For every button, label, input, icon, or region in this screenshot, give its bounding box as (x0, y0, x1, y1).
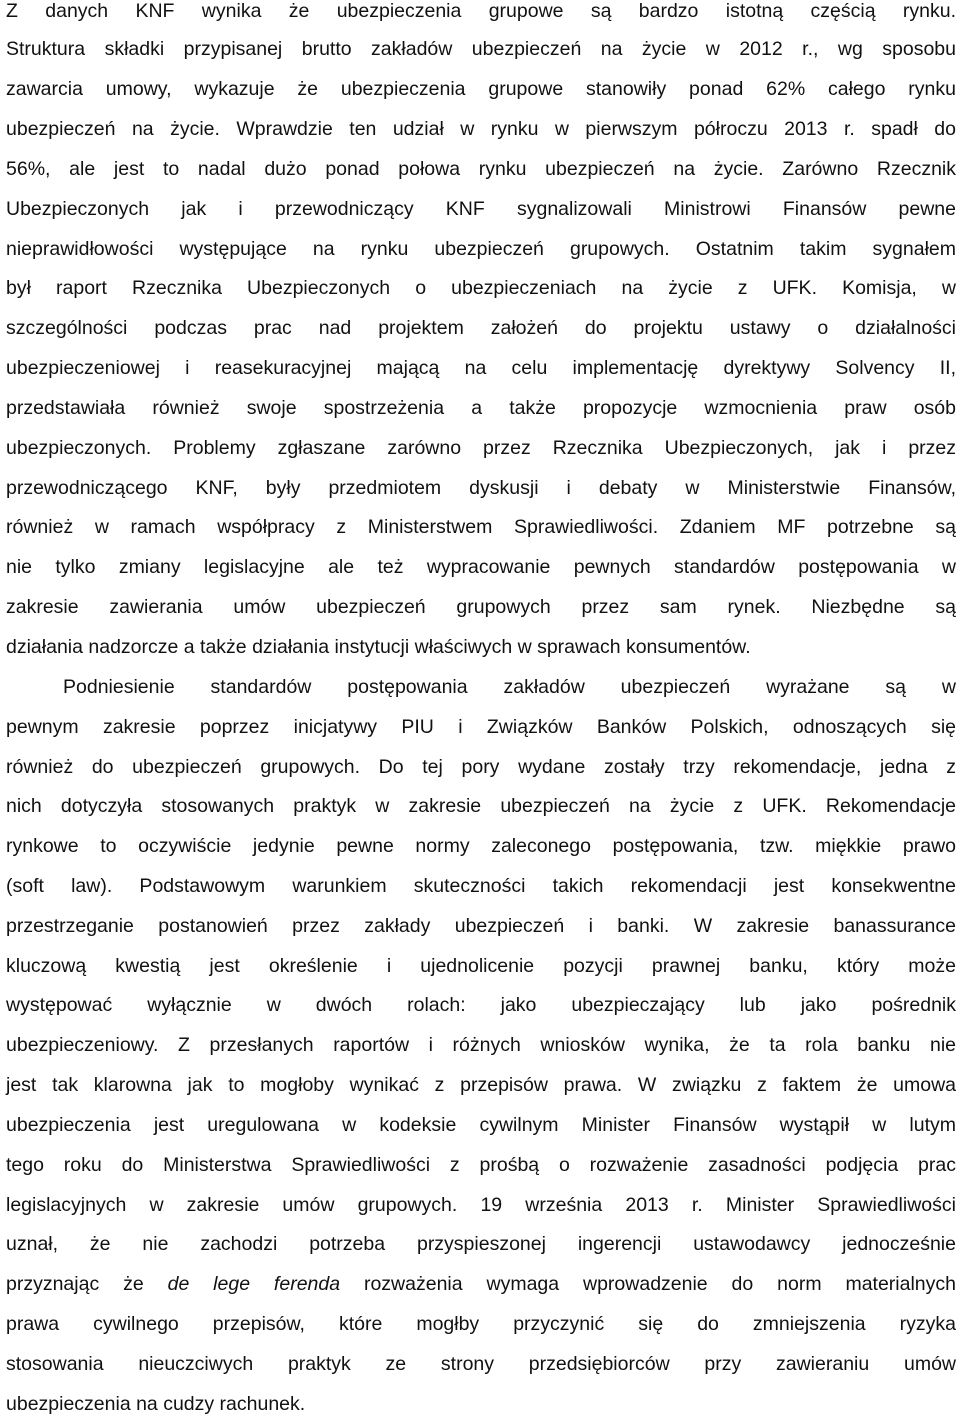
text-line: ubezpieczeń na życie. Wprawdzie ten udział w rynku w pierwszym półroczu 2013 r. spadł do (6, 118, 956, 140)
text-line: również do ubezpieczeń grupowych. Do tej pory wydane zostały trzy rekomendacje, jedna z (6, 756, 956, 778)
text-segment: rozważenia wymaga wprowadzenie do norm materialnych (340, 1273, 956, 1295)
text-line: szczególności podczas prac nad projektem założeń do projektu ustawy o działalności (6, 317, 956, 339)
text-line: zakresie zawierania umów ubezpieczeń grupowych przez sam rynek. Niezbędne są (6, 596, 956, 618)
text-line: jest tak klarowna jak to mogłoby wynikać z przepisów prawa. W związku z faktem że umowa (6, 1074, 956, 1096)
text-line-with-italic (6, 1269, 956, 1299)
text-line: również w ramach współpracy z Ministerstwem Sprawiedliwości. Zdaniem MF potrzebne są (6, 516, 956, 538)
text-line: ubezpieczeniowy. Z przesłanych raportów i różnych wniosków wynika, że ta rola banku nie (6, 1034, 956, 1056)
text-line: pewnym zakresie poprzez inicjatywy PIU i Związków Banków Polskich, odnoszących się (6, 716, 956, 738)
text-line: ubezpieczenia jest uregulowana w kodeksie cywilnym Minister Finansów wystąpił w lutym (6, 1114, 956, 1136)
text-line: legislacyjnych w zakresie umów grupowych. 19 września 2013 r. Minister Sprawiedliwości (6, 1194, 956, 1216)
text-line: był raport Rzecznika Ubezpieczonych o ubezpieczeniach na życie z UFK. Komisja, w (6, 277, 956, 299)
text-line: działania nadzorcze a także działania instytucji właściwych w sprawach konsumentów. (6, 636, 751, 658)
text-line: uznał, że nie zachodzi potrzeba przyspieszonej ingerencji ustawodawcy jednocześnie (6, 1233, 956, 1255)
text-line: Z danych KNF wynika że ubezpieczenia grupowe są bardzo istotną częścią rynku. (6, 0, 956, 22)
text-line: rynkowe to oczywiście jedynie pewne normy zaleconego postępowania, tzw. miękkie prawo (6, 835, 956, 857)
text-line: 56%, ale jest to nadal dużo ponad połowa rynku ubezpieczeń na życie. Zarówno Rzecznik (6, 158, 956, 180)
italic-phrase: de lege ferenda (167, 1273, 341, 1295)
text-line: ubezpieczeniowej i reasekuracyjnej mającą na celu implementację dyrektywy Solvency II, (6, 357, 956, 379)
text-line: ubezpieczenia na cudzy rachunek. (6, 1393, 306, 1415)
text-line: Ubezpieczonych jak i przewodniczący KNF sygnalizowali Ministrowi Finansów pewne (6, 198, 956, 220)
text-line: nich dotyczyła stosowanych praktyk w zakresie ubezpieczeń na życie z UFK. Rekomendacje (6, 795, 956, 817)
text-line: stosowania nieuczciwych praktyk ze strony przedsiębiorców przy zawieraniu umów (6, 1353, 956, 1375)
text-line: Struktura składki przypisanej brutto zakładów ubezpieczeń na życie w 2012 r., wg sposobu (6, 38, 956, 60)
text-line: Podniesienie standardów postępowania zakładów ubezpieczeń wyrażane są w (63, 676, 956, 698)
text-line: ubezpieczonych. Problemy zgłaszane zarówno przez Rzecznika Ubezpieczonych, jak i przez (6, 437, 956, 459)
text-line: przestrzeganie postanowień przez zakłady ubezpieczeń i banki. W zakresie banassurance (6, 915, 956, 937)
text-line: prawa cywilnego przepisów, które mogłby przyczynić się do zmniejszenia ryzyka (6, 1313, 956, 1335)
text-line: przedstawiała również swoje spostrzeżenia a także propozycje wzmocnienia praw osób (6, 397, 956, 419)
text-line: tego roku do Ministerstwa Sprawiedliwości z prośbą o rozważenie zasadności podjęcia prac (6, 1154, 956, 1176)
text-line: występować wyłącznie w dwóch rolach: jako ubezpieczający lub jako pośrednik (6, 994, 956, 1016)
text-line: przewodniczącego KNF, były przedmiotem dyskusji i debaty w Ministerstwie Finansów, (6, 477, 956, 499)
text-line: zawarcia umowy, wykazuje że ubezpieczenia grupowe stanowiły ponad 62% całego rynku (6, 78, 956, 100)
text-segment: przyznając że (6, 1273, 168, 1295)
text-line: nieprawidłowości występujące na rynku ubezpieczeń grupowych. Ostatnim takim sygnałem (6, 238, 956, 260)
text-line: (soft law). Podstawowym warunkiem skuteczności takich rekomendacji jest konsekwentne (6, 875, 956, 897)
text-line: kluczową kwestią jest określenie i ujednolicenie pozycji prawnej banku, który może (6, 955, 956, 977)
text-line: nie tylko zmiany legislacyjne ale też wypracowanie pewnych standardów postępowania w (6, 556, 956, 578)
